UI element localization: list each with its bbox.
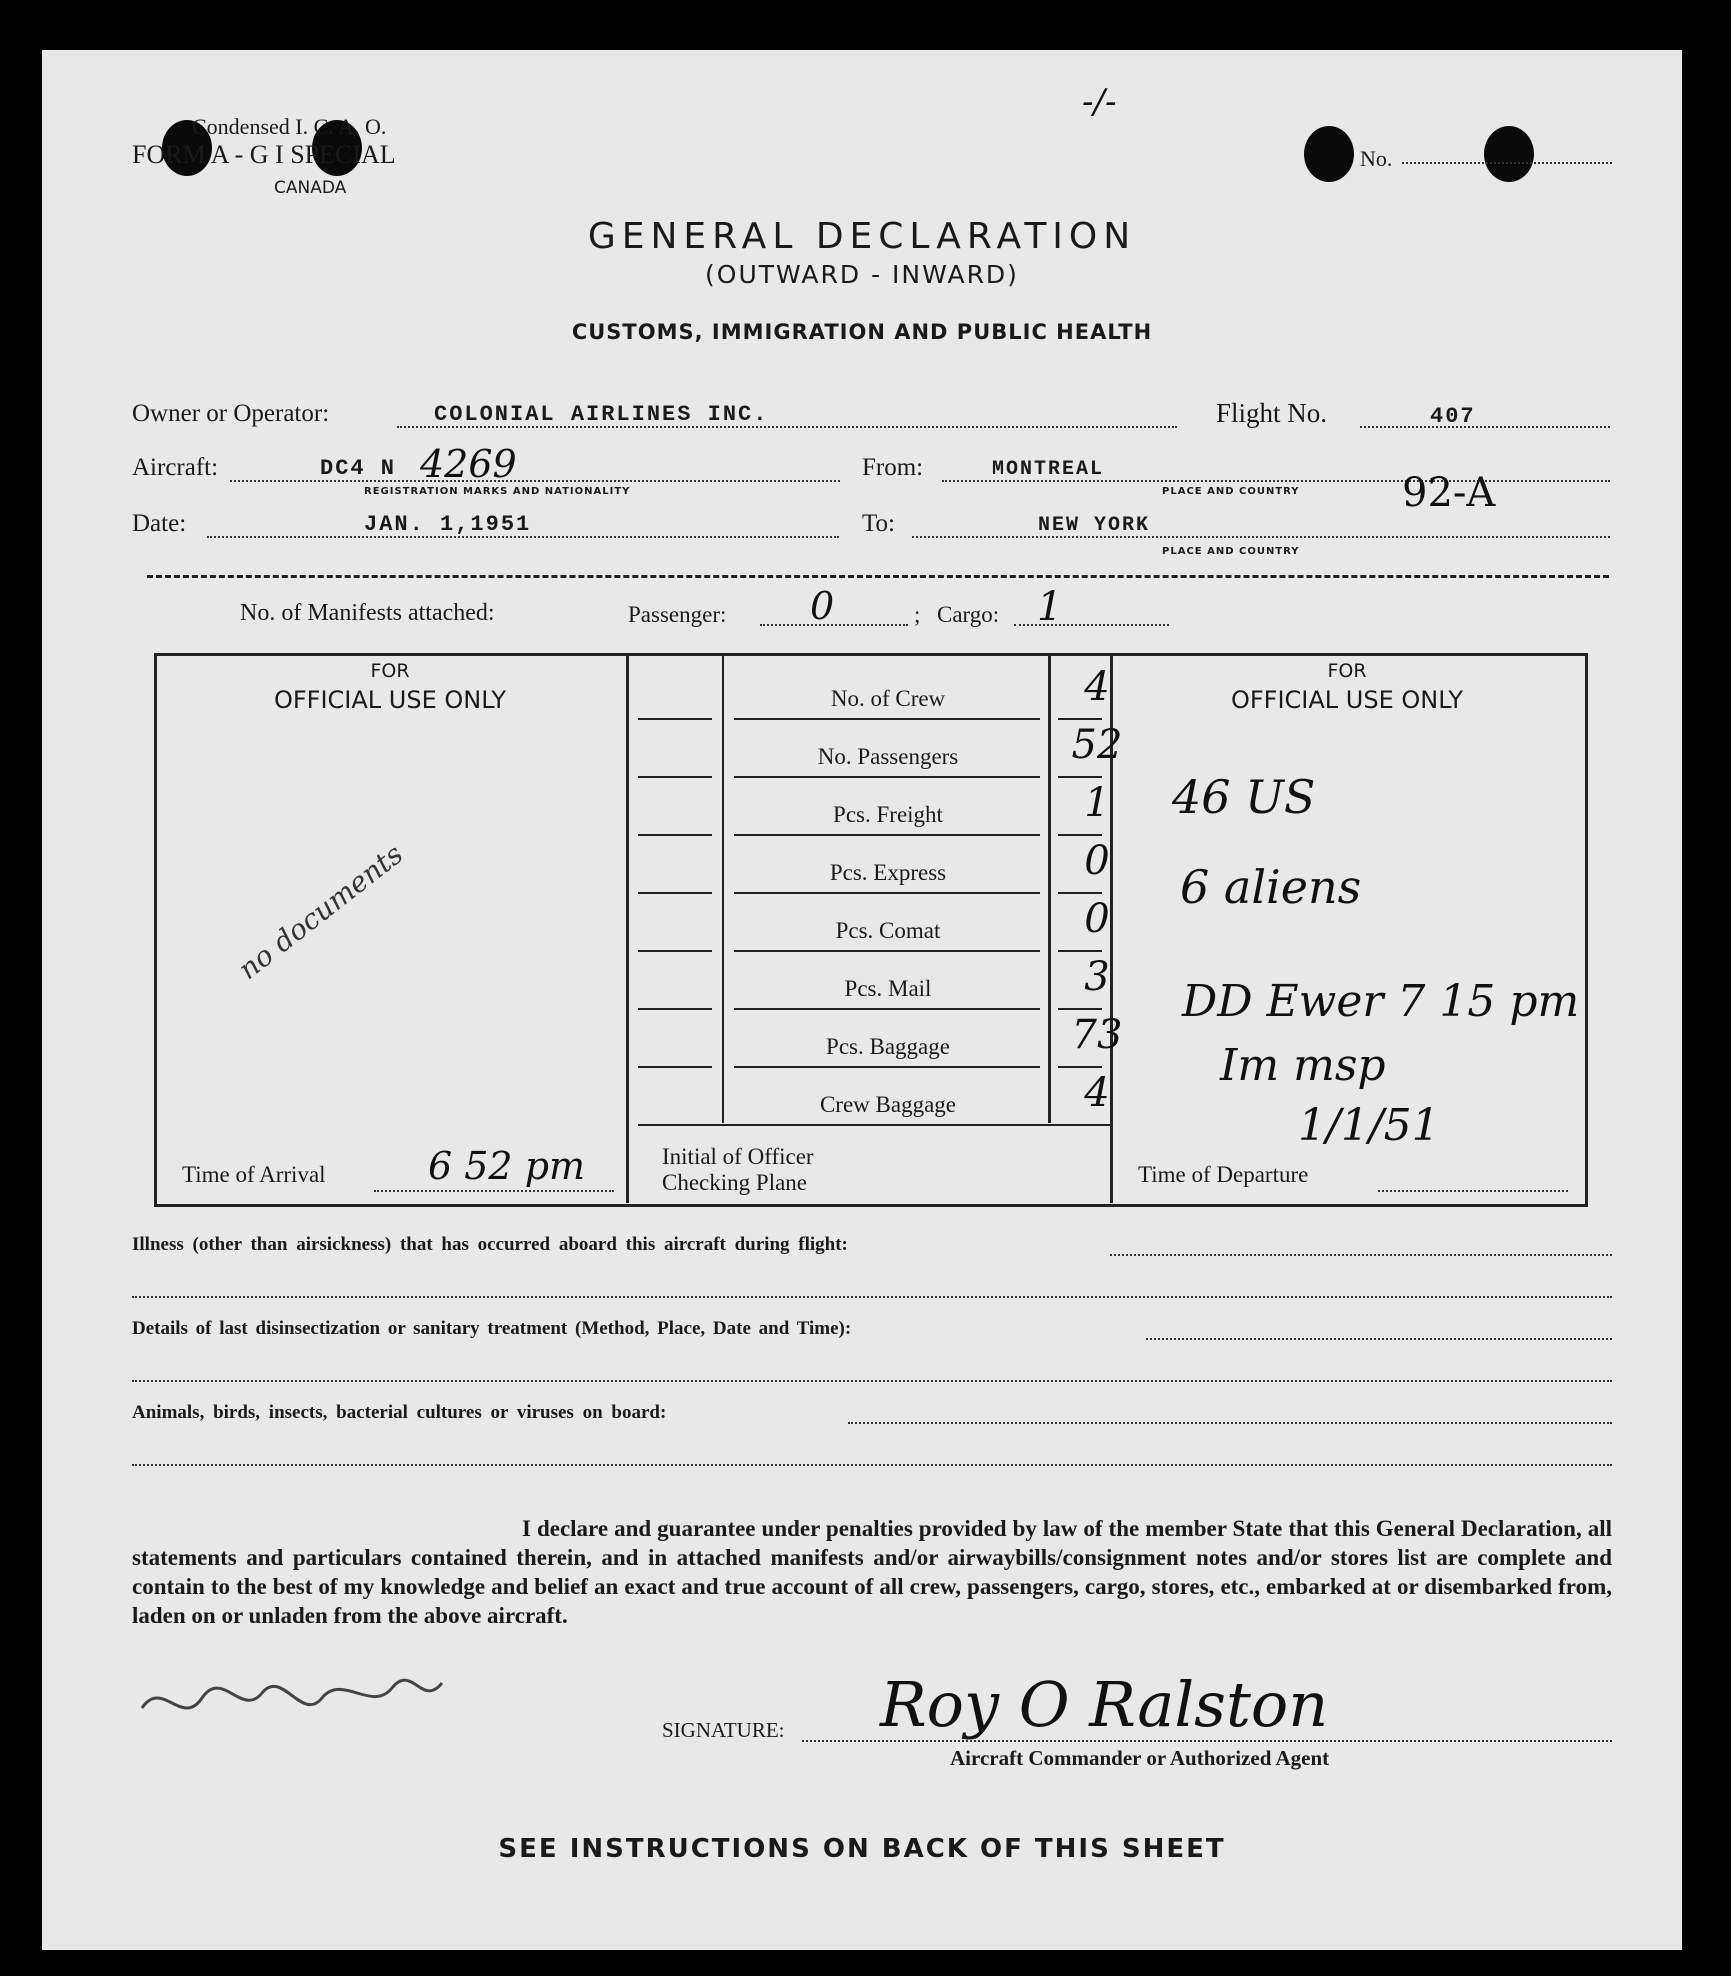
baggage-count-value[interactable]: 73 — [1071, 1012, 1123, 1058]
section-divider — [147, 575, 1609, 578]
row-rule — [638, 950, 712, 952]
officer-checking-label: Checking Plane — [662, 1170, 807, 1195]
flight-label: Flight No. — [1216, 398, 1328, 428]
to-field — [912, 536, 1610, 538]
table-divider — [722, 653, 724, 1123]
row-rule — [1058, 1008, 1102, 1010]
date-label: Date: — [132, 510, 187, 537]
from-label: From: — [862, 454, 924, 481]
row-rule — [638, 834, 712, 836]
marginal-scribble — [132, 1668, 452, 1728]
row-rule — [734, 892, 1040, 894]
reference-number: 92-A — [1402, 470, 1496, 516]
right-for-label: FOR — [1327, 660, 1367, 682]
departure-time-field — [1378, 1190, 1568, 1192]
manifests-cargo-label: Cargo: — [937, 602, 1000, 627]
crew-baggage-count-value[interactable]: 4 — [1084, 1070, 1110, 1116]
to-caption: PLACE AND COUNTRY — [1162, 546, 1300, 557]
form-id-line2: FORM A - G I SPECIAL — [132, 140, 396, 169]
row-rule — [1058, 1066, 1102, 1068]
declaration-sheet — [42, 50, 1682, 1950]
crew-baggage-count-label: Crew Baggage — [819, 1092, 957, 1117]
disinsection-label: Details of last disinsectization or sanitary treatment (Method, Place, Date and Time): — [132, 1318, 852, 1339]
flight-field — [1360, 426, 1610, 428]
page-title: GENERAL DECLARATION — [587, 216, 1137, 257]
owner-label: Owner or Operator: — [132, 400, 330, 427]
manifests-separator: ; — [914, 602, 921, 627]
animals-field — [848, 1422, 1612, 1424]
row-rule — [638, 1124, 1112, 1126]
row-rule — [638, 1066, 712, 1068]
row-rule — [1058, 834, 1102, 836]
passengers-count-value[interactable]: 52 — [1071, 722, 1123, 768]
crew-count-label: No. of Crew — [830, 686, 946, 711]
aircraft-caption: REGISTRATION MARKS AND NATIONALITY — [364, 486, 631, 497]
from-value[interactable]: MONTREAL — [992, 458, 1105, 481]
flight-value[interactable]: 407 — [1430, 404, 1476, 429]
disinsection-field — [1146, 1338, 1612, 1340]
aircraft-type[interactable]: DC4 N — [320, 456, 397, 481]
right-official-label: OFFICIAL USE ONLY — [1230, 686, 1464, 714]
row-rule — [638, 718, 712, 720]
to-value[interactable]: NEW YORK — [1038, 514, 1151, 537]
manifests-passenger-value[interactable]: 0 — [810, 584, 835, 628]
right-note-initials: Im msp — [1220, 1040, 1386, 1091]
row-rule — [734, 1008, 1040, 1010]
arrival-time-label: Time of Arrival — [182, 1162, 326, 1187]
form-id-line1: Condensed I. C. A. O. — [192, 114, 387, 139]
baggage-count-label: Pcs. Baggage — [826, 1034, 950, 1059]
row-rule — [734, 718, 1040, 720]
aircraft-label: Aircraft: — [132, 454, 219, 481]
left-official-label: OFFICIAL USE ONLY — [273, 686, 507, 714]
form-id-country: CANADA — [274, 178, 347, 198]
aircraft-registration[interactable]: 4269 — [420, 442, 517, 486]
comat-count-value[interactable]: 0 — [1084, 896, 1110, 942]
illness-field — [1110, 1254, 1612, 1256]
mail-count-label: Pcs. Mail — [844, 976, 932, 1001]
to-label: To: — [862, 510, 895, 537]
instructions-footer: SEE INSTRUCTIONS ON BACK OF THIS SHEET — [498, 1834, 1226, 1864]
animals-label: Animals, birds, insects, bacterial cultures or viruses on board: — [132, 1402, 667, 1423]
freight-count-label: Pcs. Freight — [833, 802, 943, 827]
passengers-count-label: No. Passengers — [817, 744, 959, 769]
mail-count-value[interactable]: 3 — [1084, 954, 1110, 1000]
arrival-time-value[interactable]: 6 52 pm — [428, 1144, 586, 1188]
comat-count-label: Pcs. Comat — [835, 918, 941, 943]
row-rule — [1058, 776, 1102, 778]
manifests-label: No. of Manifests attached: — [240, 600, 495, 626]
crew-count-value[interactable]: 4 — [1084, 664, 1110, 710]
row-rule — [638, 1008, 712, 1010]
right-note-aliens: 6 aliens — [1180, 860, 1362, 914]
arrival-time-field — [374, 1190, 614, 1192]
top-mark: -/- — [1082, 82, 1117, 122]
illness-label: Illness (other than airsickness) that has occurred aboard this aircraft during flight: — [132, 1234, 848, 1255]
form-no-label: No. — [1360, 146, 1393, 171]
row-rule — [638, 892, 712, 894]
row-rule — [638, 776, 712, 778]
form-no-field — [1402, 162, 1612, 164]
right-note-date: 1/1/51 — [1298, 1100, 1440, 1151]
date-value[interactable]: JAN. 1,1951 — [364, 512, 532, 537]
declaration-text: I declare and guarantee under penalties provided by law of the member State that this General Declaration, all statements and particulars contained therein, and in attached manifests and/or airwaybills/consignment notes and/or stores list are complete and contain to the best of my knowledge and belief an exact and true account of all crew, passengers, cargo, stores, etc., embarked at or disembarked from, laden on or unladen from the above aircraft. — [132, 1516, 1612, 1628]
row-rule — [1058, 718, 1102, 720]
row-rule — [734, 950, 1040, 952]
signature-value[interactable]: Roy O Ralston — [880, 1668, 1329, 1741]
row-rule — [734, 1066, 1040, 1068]
manifests-cargo-value[interactable]: 1 — [1037, 584, 1063, 630]
animals-field-line2 — [132, 1464, 1612, 1466]
table-divider — [1048, 653, 1051, 1123]
owner-value[interactable]: COLONIAL AIRLINES INC. — [434, 402, 769, 427]
freight-count-value[interactable]: 1 — [1084, 780, 1110, 826]
row-rule — [734, 776, 1040, 778]
illness-field-line2 — [132, 1296, 1612, 1298]
signer-caption: Aircraft Commander or Authorized Agent — [950, 1746, 1330, 1770]
row-rule — [1058, 950, 1102, 952]
agencies-line: CUSTOMS, IMMIGRATION AND PUBLIC HEALTH — [571, 320, 1153, 344]
right-note-count-us: 46 US — [1172, 770, 1316, 824]
table-divider — [626, 653, 629, 1203]
page-subtitle: (OUTWARD - INWARD) — [705, 260, 1019, 289]
signature-label: SIGNATURE: — [662, 1718, 785, 1742]
row-rule — [1058, 892, 1102, 894]
right-note-officer-time: DD Ewer 7 15 pm — [1182, 976, 1580, 1027]
left-for-label: FOR — [370, 660, 410, 682]
row-rule — [734, 834, 1040, 836]
punch-hole — [1304, 126, 1354, 182]
left-official-note: no documents — [232, 837, 410, 987]
officer-initial-label: Initial of Officer — [662, 1144, 814, 1169]
departure-time-label: Time of Departure — [1138, 1162, 1309, 1187]
from-caption: PLACE AND COUNTRY — [1162, 486, 1300, 497]
express-count-label: Pcs. Express — [829, 860, 947, 885]
punch-hole — [1484, 126, 1534, 182]
disinsection-field-line2 — [132, 1380, 1612, 1382]
manifests-passenger-label: Passenger: — [628, 602, 727, 627]
express-count-value[interactable]: 0 — [1084, 838, 1110, 884]
